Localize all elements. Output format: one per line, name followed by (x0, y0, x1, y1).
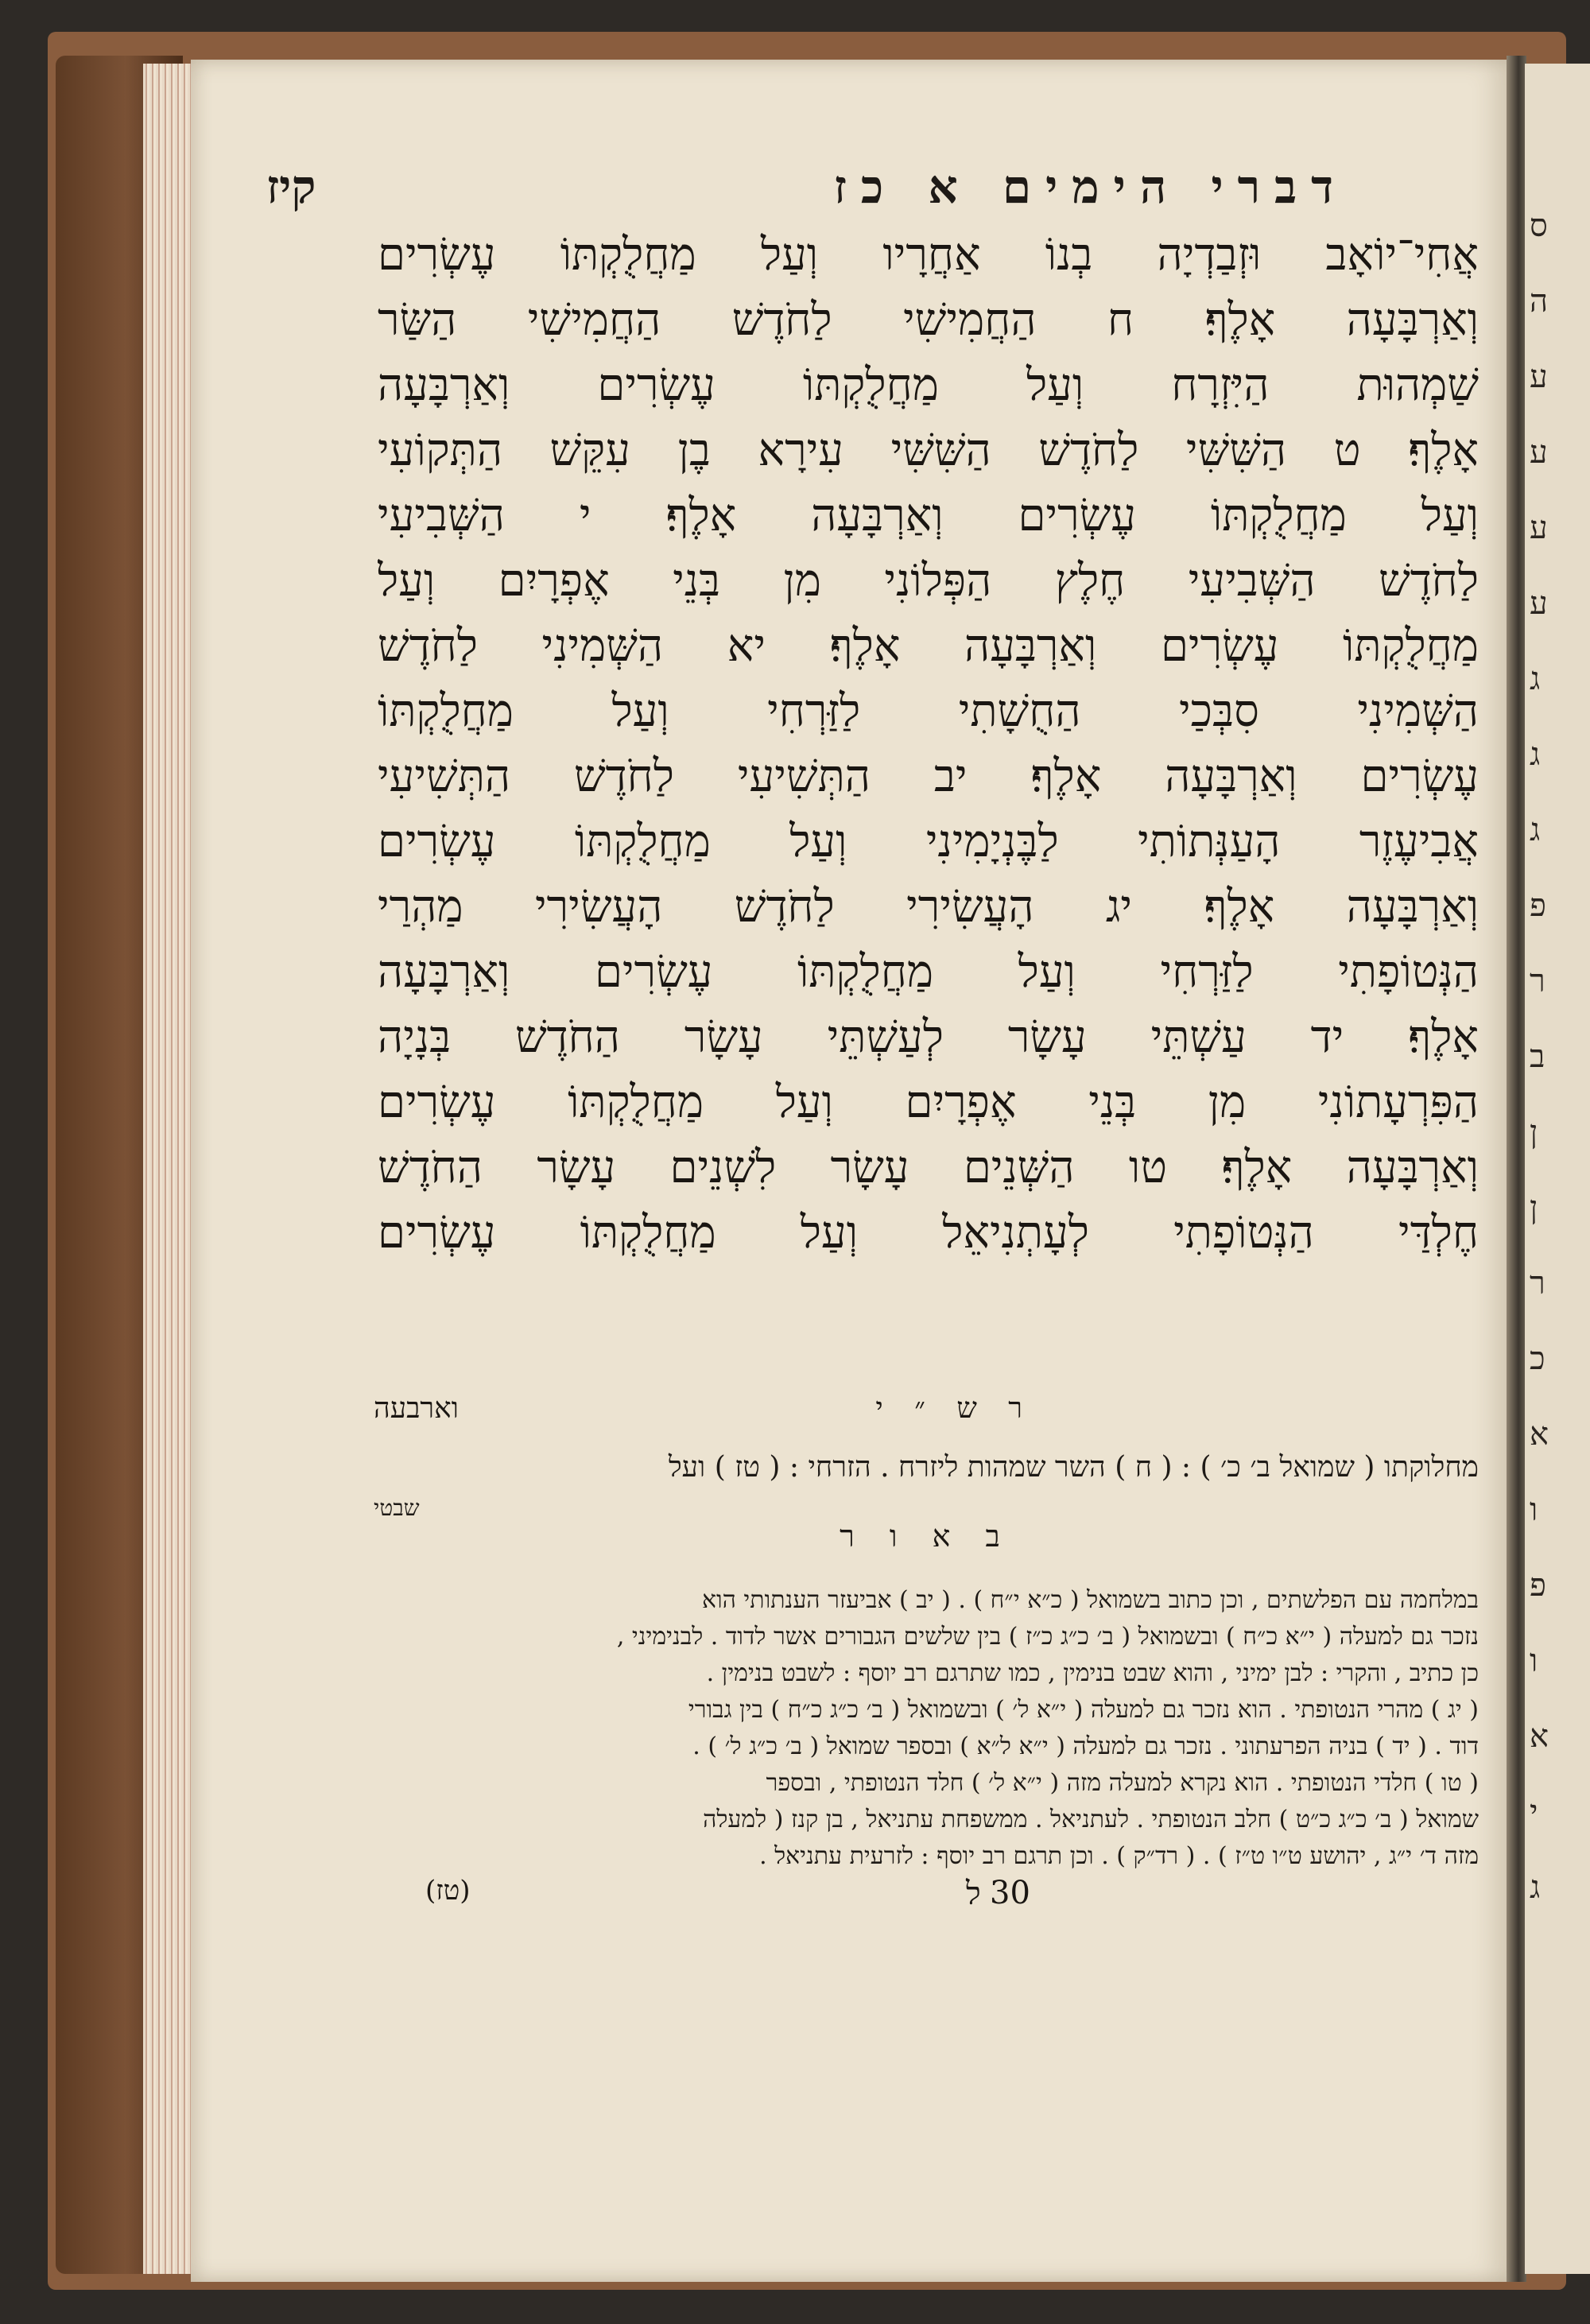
biur-line: דוד . ( יד ) בניה הפרעתוני . נזכר גם למעלה ( י״א ל״א ) ובספר שמואל ( ב׳ כ״ג ל׳ ) . (692, 1732, 1479, 1760)
scripture-line: לַחֹדֶשׁ הַשְּׁבִיעִי חֶלֶץ הַפְּלוֹנִי מִן בְּנֵי אֶפְרָיִם וְעַל (378, 555, 1479, 607)
facing-page-letter: ג (1530, 661, 1541, 697)
facing-page-letter: ר (1530, 963, 1545, 999)
facing-page-letter: ס (1530, 208, 1548, 244)
facing-page-letter: ו (1530, 1492, 1538, 1528)
facing-page-letter: ע (1530, 434, 1548, 471)
scripture-line: וְעַל מַחֲלֻקְתּוֹ עֶשְׂרִים וְאַרְבָּעָה אָלֶף׃ י הַשְּׁבִיעִי (378, 490, 1479, 541)
footer-catchword: (טז) (425, 1875, 471, 1907)
facing-page-letter: פ (1530, 887, 1546, 924)
facing-page-letter: ע (1530, 359, 1548, 395)
facing-page-letter: ב (1530, 1038, 1545, 1075)
facing-page-letter: ן (1530, 1114, 1538, 1150)
biur-line: כן כתיב , והקרי : לבן ימיני , והוא שבט בנימין , כמו שתרגם רב יוסף : לשבט בנימין . (706, 1659, 1479, 1687)
running-head (266, 155, 1348, 219)
biur-line: מזה ד׳ י״ג , יהושע ט״ו ט״ז ) . ( רד״ק ) . וכן תרגם רב יוסף : לזרעית עתניאל . (759, 1842, 1479, 1870)
biur-commentary (374, 1582, 1479, 1875)
biur-line: במלחמה עם הפלשתים , וכן כתוב בשמואל ( כ״א י״ח ) . ( יב ) אביעזר הענתותי הוא (701, 1586, 1479, 1614)
rashi-header (374, 1391, 1479, 1439)
signature-number: 30 (990, 1875, 1030, 1911)
scripture-line: אָלֶף׃ יד עַשְׁתֵּי עָשָׂר לְעַשְׁתֵּי עָשָׂר הַחֹדֶשׁ בְּנָיָה (378, 1011, 1479, 1063)
rashi-commentary (374, 1447, 1479, 1488)
signature-mark: ל (966, 1876, 981, 1912)
running-title: דברי הימים א כז (833, 160, 1348, 214)
biur-line: ( יג ) מהרי הנטופתי . הוא נזכר גם למעלה ( י״א ל׳ ) ובשמואל ( ב׳ כ״ג כ״ח ) בין גבורי (688, 1696, 1479, 1724)
facing-page-letter: ן (1530, 1189, 1538, 1226)
facing-page-letter: א (1530, 1718, 1549, 1755)
facing-page-letter: י (1530, 1794, 1538, 1830)
scripture-line: עֶשְׂרִים וְאַרְבָּעָה אָלֶף׃ יב הַתְּשִׁיעִי לַחֹדֶשׁ הַתְּשִׁיעִי (378, 751, 1479, 802)
scripture-line: הַפִּרְעָתוֹנִי מִן בְּנֵי אֶפְרָיִם וְעַל מַחֲלֻקְתּוֹ עֶשְׂרִים (378, 1077, 1479, 1128)
scripture-line: שַׁמְהוּת הַיִּזְרָח וְעַל מַחֲלֻקְתּוֹ עֶשְׂרִים וְאַרְבָּעָה (378, 359, 1479, 411)
biur-header: ב א ו ר (840, 1519, 1013, 1554)
scripture-line: אֲחִי־יוֹאָב וּזְבַדְיָה בְנוֹ אַחֲרָיו וְעַל מַחֲלֻקְתּוֹ עֶשְׂרִים (378, 229, 1479, 281)
biur-line: ( טו ) חלדי הנטופתי . הוא נקרא למעלה מזה ( י״א ל׳ ) חלד הנטופתי , ובספר (766, 1769, 1479, 1797)
facing-page-letter: א (1530, 1416, 1549, 1453)
scripture-line: הַנְּטוֹפָתִי לַזַּרְחִי וְעַל מַחֲלֻקְתּוֹ עֶשְׂרִים וְאַרְבָּעָה (378, 946, 1479, 998)
scripture-line: מַחֲלֻקְתּוֹ עֶשְׂרִים וְאַרְבָּעָה אָלֶף׃ יא הַשְּׁמִינִי לַחֹדֶשׁ (378, 620, 1479, 672)
rashi-catchword: וארבעה (374, 1392, 459, 1425)
facing-page-letter: ע (1530, 585, 1548, 622)
book-gutter (1507, 56, 1526, 2282)
facing-page-letter: ע (1530, 510, 1548, 546)
rashi-small-catchword: שבטי (374, 1495, 420, 1521)
facing-page-edge (1525, 64, 1590, 2274)
scripture-line: וְאַרְבָּעָה אָלֶף׃ טו הַשְּׁנֵים עָשָׂר לִשְׁנֵים עָשָׂר הַחֹדֶשׁ (378, 1142, 1479, 1193)
page-footer (374, 1875, 1479, 1922)
scripture-line: וְאַרְבָּעָה אָלֶף׃ יג הָעֲשִׂירִי לַחֹדֶשׁ הָעֲשִׂירִי מַהְרַי (378, 881, 1479, 933)
folio-number: קיז (266, 160, 316, 214)
facing-page-letter: ג (1530, 736, 1541, 773)
biur-line: נזכר גם למעלה ( י״א כ״ח ) ובשמואל ( ב׳ כ״ג כ״ז ) בין שלשים הגבורים אשר לדוד . לבנימיני , (616, 1623, 1479, 1651)
facing-page-letter: כ (1530, 1340, 1545, 1377)
rashi-label: ר ש ״ י (875, 1392, 1034, 1425)
facing-page-letter: ו (1530, 1643, 1538, 1679)
scripture-line: חֶלְדַּי הַנְּטוֹפָתִי לְעָתְנִיאֵל וְעַל מַחֲלֻקְתּוֹ עֶשְׂרִים (378, 1207, 1479, 1259)
scripture-line: וְאַרְבָּעָה אָלֶף׃ ח הַחֲמִישִׁי לַחֹדֶשׁ הַחֲמִישִׁי הַשַּׂר (378, 294, 1479, 346)
facing-page-letter: ג (1530, 812, 1541, 848)
facing-page-letter: ה (1530, 283, 1549, 320)
scripture-line: אָלֶף׃ ט הַשִּׁשִּׁי לַחֹדֶשׁ הַשִּׁשִּׁי עִירָא בֶן עִקֵּשׁ הַתְּקוֹעִי (378, 425, 1479, 476)
rashi-line: מחלוקתו ( שמואל ב׳ כ׳ ) : ( ח ) השר שמהות ליזרח . הזרחי : ( טז ) ועל (668, 1451, 1479, 1484)
biur-line: שמואל ( ב׳ כ״ג כ״ט ) חלב הנטופתי . לעתניאל . ממשפחת עתניאל , בן קנז ( למעלה (703, 1806, 1479, 1833)
scripture-line: אֲבִיעֶזֶר הָעַנְּתוֹתִי לַבֶּנְיָמִינִי וְעַל מַחֲלֻקְתּוֹ עֶשְׂרִים (378, 816, 1479, 867)
scripture-text-block (378, 223, 1479, 1266)
facing-page-letter: פ (1530, 1567, 1546, 1604)
facing-page-letter: ר (1530, 1265, 1545, 1302)
scripture-line: הַשְּׁמִינִי סִבְּכַי הַחֻשָׁתִי לַזַּרְחִי וְעַל מַחֲלֻקְתּוֹ (378, 685, 1479, 737)
facing-page-letter: ג (1530, 1869, 1541, 1906)
